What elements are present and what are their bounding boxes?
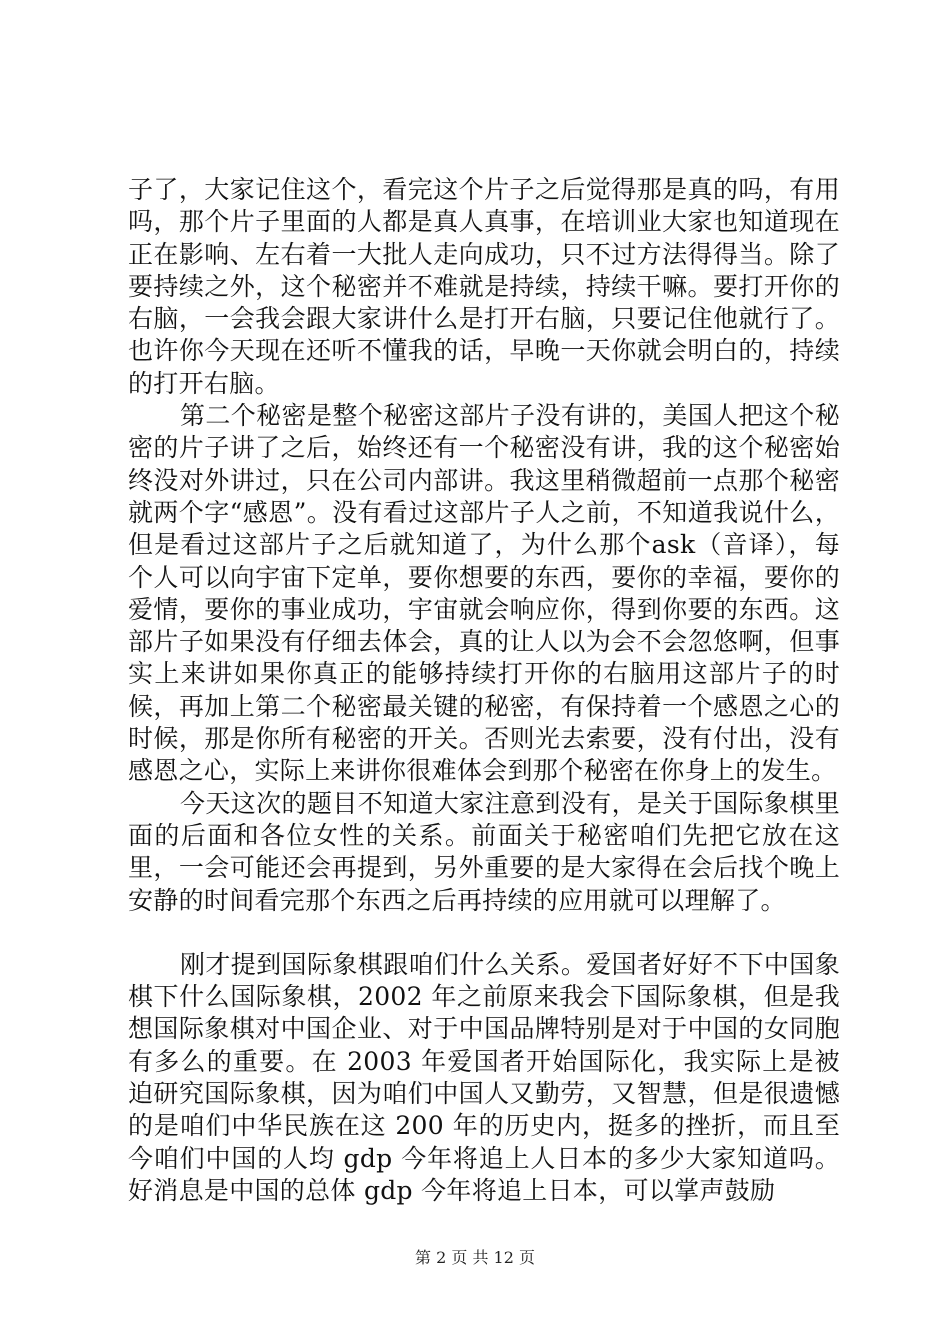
body-text [128,174,840,1207]
paragraph-todays-topic: 今天这次的题目不知道大家注意到没有，是关于国际象棋里面的后面和各位女性的关系。前面关于秘密咱们先把它放在这里，一会可能还会再提到，另外重要的是大家得在会后找个晚上安静的时间看完那个东西之后再持续的应用就可以理解了。 [128,788,840,915]
page-number-footer: 第 2 页 共 12 页 [415,1248,535,1267]
paragraph-spacer [128,917,840,949]
paragraph-continuation: 子了，大家记住这个，看完这个片子之后觉得那是真的吗，有用吗，那个片子里面的人都是真人真事，在培训业大家也知道现在正在影响、左右着一大批人走向成功，只不过方法得得当。除了要持续之外，这个秘密并不难就是持续，持续干嘛。要打开你的右脑，一会我会跟大家讲什么是打开右脑，只要记住他就行了。也许你今天现在还听不懂我的话，早晚一天你就会明白的，持续的打开右脑。 [128,175,840,398]
paragraph-second-secret: 第二个秘密是整个秘密这部片子没有讲的，美国人把这个秘密的片子讲了之后，始终还有一个秘密没有讲，我的这个秘密始终没对外讲过，只在公司内部讲。我这里稍微超前一点那个秘密就两个字“感恩”。没有看过这部片子人之前，不知道我说什么，但是看过这部片子之后就知道了，为什么那个ask（音译），每个人可以向宇宙下定单，要你想要的东西，要你的幸福，要你的爱情，要你的事业成功，宇宙就会响应你，得到你要的东西。这部片子如果没有仔细去体会，真的让人以为会不会忽悠啊，但事实上来讲如果你真正的能够持续打开你的右脑用这部片子的时候，再加上第二个秘密最关键的秘密，有保持着一个感恩之心的时候，那是你所有秘密的开关。否则光去索要，没有付出，没有感恩之心，实际上来讲你很难体会到那个秘密在你身上的发生。 [128,401,840,786]
paragraph-chess: 刚才提到国际象棋跟咱们什么关系。爱国者好好不下中国象棋下什么国际象棋，2002 年之前原来我会下国际象棋，但是我想国际象棋对中国企业、对于中国品牌特别是对于中国的女同胞有多么的重要。在 2003 年爱国者开始国际化，我实际上是被迫研究国际象棋，因为咱们中国人又勤劳，又智慧，但是很遗憾的是咱们中华民族在这 200 年的历史内，挺多的挫折，而且至今咱们中国的人均 gdp 今年将追上人日本的多少大家知道吗。好消息是中国的总体 gdp 今年将追上日本，可以掌声鼓励 [128,949,840,1205]
